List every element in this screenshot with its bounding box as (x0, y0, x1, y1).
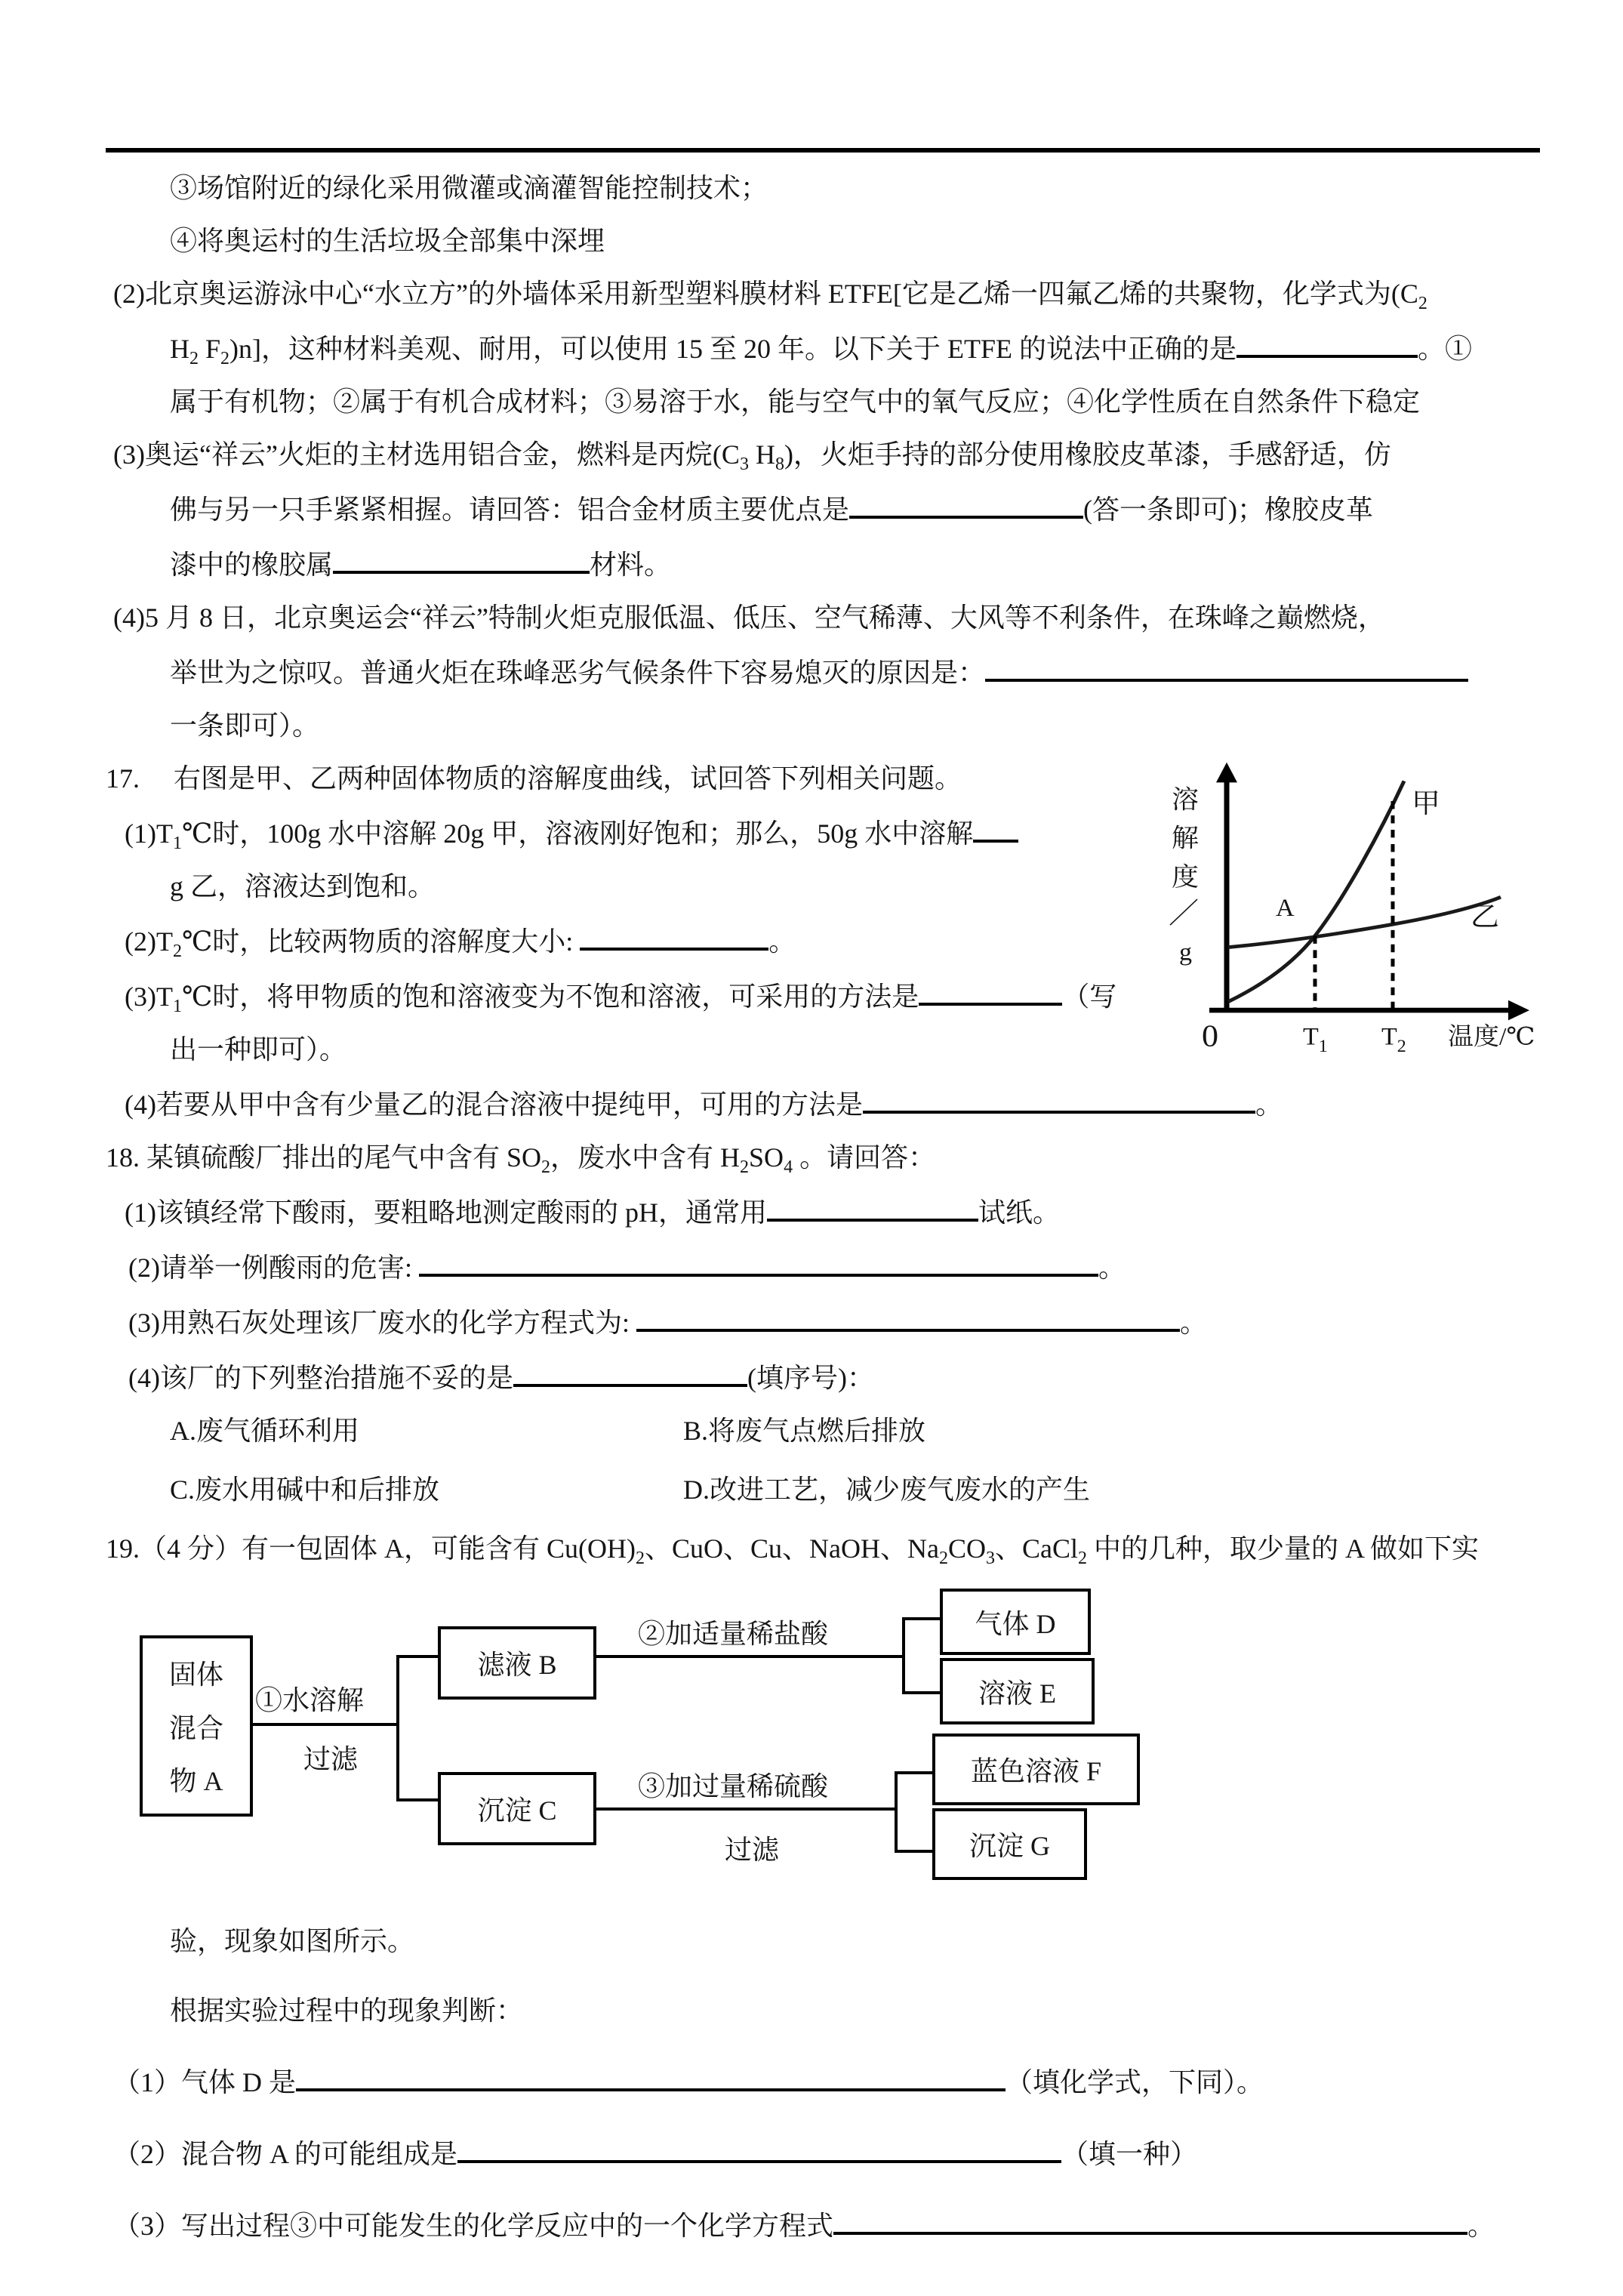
text-line: 根据实验过程中的现象判断： (170, 1996, 524, 2026)
answer-blank (973, 812, 1018, 843)
connector-c (596, 1808, 895, 1811)
x-axis-arrow-icon (1508, 1000, 1529, 1021)
box-a-line1: 固体 (168, 1659, 223, 1690)
bracket-de-top-stub (905, 1617, 940, 1620)
flowchart-box-solid-mixture-a (140, 1635, 253, 1817)
bracket-bc-top-stub (399, 1655, 438, 1658)
text-line: (1)该镇经常下酸雨，要粗略地测定酸雨的 pH，通常用 试纸。 (125, 1191, 1548, 1231)
curve-yi (1228, 894, 1501, 947)
solubility-chart (1155, 760, 1548, 1068)
subscript: 2 (220, 349, 230, 369)
box-c-label: 沉淀 C (477, 1795, 557, 1826)
curve-yi-label: 乙 (1471, 901, 1499, 932)
answer-blank (863, 1083, 1255, 1114)
subscript: 2 (172, 942, 182, 962)
option-item: D.改进工艺，减少废气废水的产生 (683, 1475, 1090, 1505)
curve-jia-label: 甲 (1412, 789, 1440, 819)
answer-blank (767, 1191, 978, 1222)
subscript: 4 (784, 1157, 793, 1178)
step1-filter-label: 过滤 (303, 1744, 359, 1774)
text-line: 18. 某镇硫酸厂排出的尾气中含有 $SO_2$，废水中含有 $H_2SO_4$ 。请回答： (106, 1142, 936, 1178)
text-line: g 乙，溶液达到饱和。 (170, 871, 436, 901)
text-line: (4)5 月 8 日，北京奥运会“祥云”特制火炬克服低温、低压、空气稀薄、大风等不利条件，在珠峰之巅燃烧， (113, 603, 1385, 633)
answer-blank (333, 544, 590, 574)
bracket-de-bottom-stub (905, 1691, 940, 1694)
step1-label: ①水溶解 (255, 1685, 365, 1715)
bracket-bc-bottom-stub (399, 1798, 438, 1801)
step3-label: ③加过量稀硫酸 (638, 1771, 829, 1801)
text-line: $(3)T_1℃$时，将甲物质的饱和溶液变为不饱和溶液，可采用的方法是 （写 (125, 975, 1548, 1015)
answer-blank (296, 2061, 1006, 2091)
y-axis-label-slash: ／ (1169, 898, 1199, 930)
text-line: 17. 右图是甲、乙两种固体物质的溶解度曲线，试回答下列相关问题。 (106, 763, 962, 794)
answer-blank (849, 488, 1083, 519)
subscript: 3 (985, 1549, 995, 1569)
page-divider (106, 148, 1540, 153)
bracket-fg-bottom-stub (898, 1850, 932, 1853)
text-line: 佛与另一只手紧紧相握。请回答：铝合金材质主要优点是 (答一条即可)；橡胶皮革 (170, 488, 1548, 529)
text-line: $H_2$ $F_2)n$]，这种材料美观、耐用，可以使用 15 至 20 年。以下关于 ETFE 的说法中正确的是 。① (170, 328, 1548, 368)
text-line: （2）混合物 A 的可能组成是 （填一种） (113, 2133, 1548, 2173)
box-e-label: 溶液 E (978, 1678, 1056, 1709)
text-line: 漆中的橡胶属 材料。 (170, 544, 1548, 584)
option-row (106, 1471, 1548, 1509)
flowchart-box-filtrate-b (438, 1626, 596, 1700)
text-line: (4)若要从甲中含有少量乙的混合溶液中提纯甲，可用的方法是 。 (125, 1083, 1548, 1123)
answer-blank (833, 2205, 1467, 2235)
step3-filter-label: 过滤 (725, 1835, 780, 1865)
text-line: 属于有机物；②属于有机合成材料；③易溶于水，能与空气中的氧气反应；④化学性质在自然条件下稳定 (170, 387, 1421, 417)
y-axis-arrow-icon (1216, 763, 1237, 783)
text-line: (4)该厂的下列整治措施不妥的是 (填序号)： (128, 1357, 1548, 1397)
text-line: $(2)T_2℃$时，比较两物质的溶解度大小: 。 (125, 920, 1548, 960)
subscript: 3 (739, 455, 749, 475)
flowchart-box-precipitate-c (438, 1772, 596, 1845)
text-line: （1）气体 D 是 （填化学式，下同）。 (113, 2061, 1548, 2101)
flowchart-box-solution-e (940, 1658, 1095, 1724)
box-d-label: 气体 D (975, 1608, 1056, 1639)
text-line: 19.（4 分）有一包固体 A，可能含有 $Cu(OH)_2$、CuO、Cu、NaOH、$Na_2CO_3$、CaCl$_2$ 中的几种，取少量的 A 做如下实 (106, 1533, 1480, 1569)
answer-blank (636, 1302, 1180, 1332)
origin-label: 0 (1202, 1019, 1218, 1054)
option-item: C.废水用碱中和后排放 (170, 1475, 440, 1505)
text-line: 一条即可）。 (170, 710, 320, 741)
t2-label: $T_2$ (1381, 1023, 1406, 1056)
bracket-de (902, 1617, 905, 1694)
bracket-bc (396, 1655, 399, 1801)
answer-blank (985, 652, 1468, 682)
answer-blank (513, 1357, 747, 1387)
y-axis-label-char1: 溶 (1172, 785, 1199, 815)
text-line: (3)奥运“祥云”火炬的主材选用铝合金，燃料是丙烷($C_3$ $H_8$)，火炬手持的部分使用橡胶皮革漆，手感舒适，仿 (113, 439, 1391, 475)
x-axis-label: 温度/℃ (1448, 1023, 1535, 1051)
box-a-line3: 物 A (169, 1766, 223, 1797)
text-line: (2)请举一例酸雨的危害: 。 (128, 1247, 1548, 1287)
option-row (106, 1412, 1548, 1450)
answer-blank (1236, 328, 1418, 358)
solubility-chart-canvas (1155, 760, 1548, 1068)
answer-blank (580, 920, 768, 951)
y-axis-label-char2: 解 (1172, 824, 1199, 853)
connector-a (253, 1723, 396, 1726)
subscript: 2 (635, 1549, 645, 1569)
flowchart-box-blue-solution-f (932, 1734, 1140, 1805)
text-line: 验，现象如图所示。 (170, 1926, 415, 1956)
option-item: B.将废气点燃后排放 (683, 1416, 926, 1446)
text-line: 举世为之惊叹。普通火炬在珠峰恶劣气候条件下容易熄灭的原因是： (170, 652, 1548, 692)
y-axis-label-char3: 度 (1172, 862, 1199, 892)
text-line: ④将奥运村的生活垃圾全部集中深埋 (170, 226, 605, 256)
text-line: 出一种即可）。 (170, 1034, 347, 1065)
connector-b (596, 1655, 902, 1658)
text-line: (3)用熟石灰处理该厂废水的化学方程式为: 。 (128, 1302, 1548, 1342)
subscript: 2 (938, 1549, 948, 1569)
point-a-label: A (1276, 894, 1295, 922)
subscript: 2 (541, 1157, 551, 1178)
step2-label: ②加适量稀盐酸 (638, 1619, 829, 1649)
flowchart-box-gas-d (940, 1589, 1091, 1655)
subscript: 1 (172, 834, 182, 854)
text-line: (2)北京奥运游泳中心“水立方”的外墙体采用新型塑料膜材料 ETFE[它是乙烯一四氟乙烯的共聚物，化学式为($C_2$ (113, 279, 1427, 314)
bracket-fg-top-stub (898, 1771, 932, 1774)
subscript: 2 (189, 349, 199, 369)
box-a-line2: 混合 (168, 1712, 223, 1743)
box-b-label: 滤液 B (477, 1650, 557, 1680)
subscript: 1 (172, 997, 182, 1017)
box-f-label: 蓝色溶液 F (970, 1756, 1102, 1786)
text-line: $(1)T_1℃$时，100g 水中溶解 20g 甲，溶液刚好饱和；那么，50g 水中溶解 (125, 812, 1548, 852)
box-g-label: 沉淀 G (969, 1831, 1050, 1861)
experiment-flowchart (106, 1583, 1548, 1900)
option-item: A.废气循环利用 (170, 1416, 359, 1446)
subscript: 8 (775, 455, 784, 475)
answer-blank (457, 2133, 1061, 2163)
text-line: （3）写出过程③中可能发生的化学反应中的一个化学方程式 。 (113, 2205, 1548, 2245)
document-body (106, 169, 1548, 2245)
subscript: 2 (1078, 1549, 1087, 1569)
subscript: 2 (1418, 294, 1427, 314)
flowchart-box-precipitate-g (932, 1808, 1087, 1880)
text-line: ③场馆附近的绿化采用微灌或滴灌智能控制技术； (170, 173, 768, 203)
answer-blank (419, 1247, 1098, 1277)
bracket-fg (895, 1771, 898, 1853)
answer-blank (919, 975, 1062, 1006)
t1-label: $T_1$ (1303, 1023, 1328, 1056)
y-axis-unit: g (1179, 938, 1192, 966)
subscript: 2 (740, 1157, 750, 1178)
